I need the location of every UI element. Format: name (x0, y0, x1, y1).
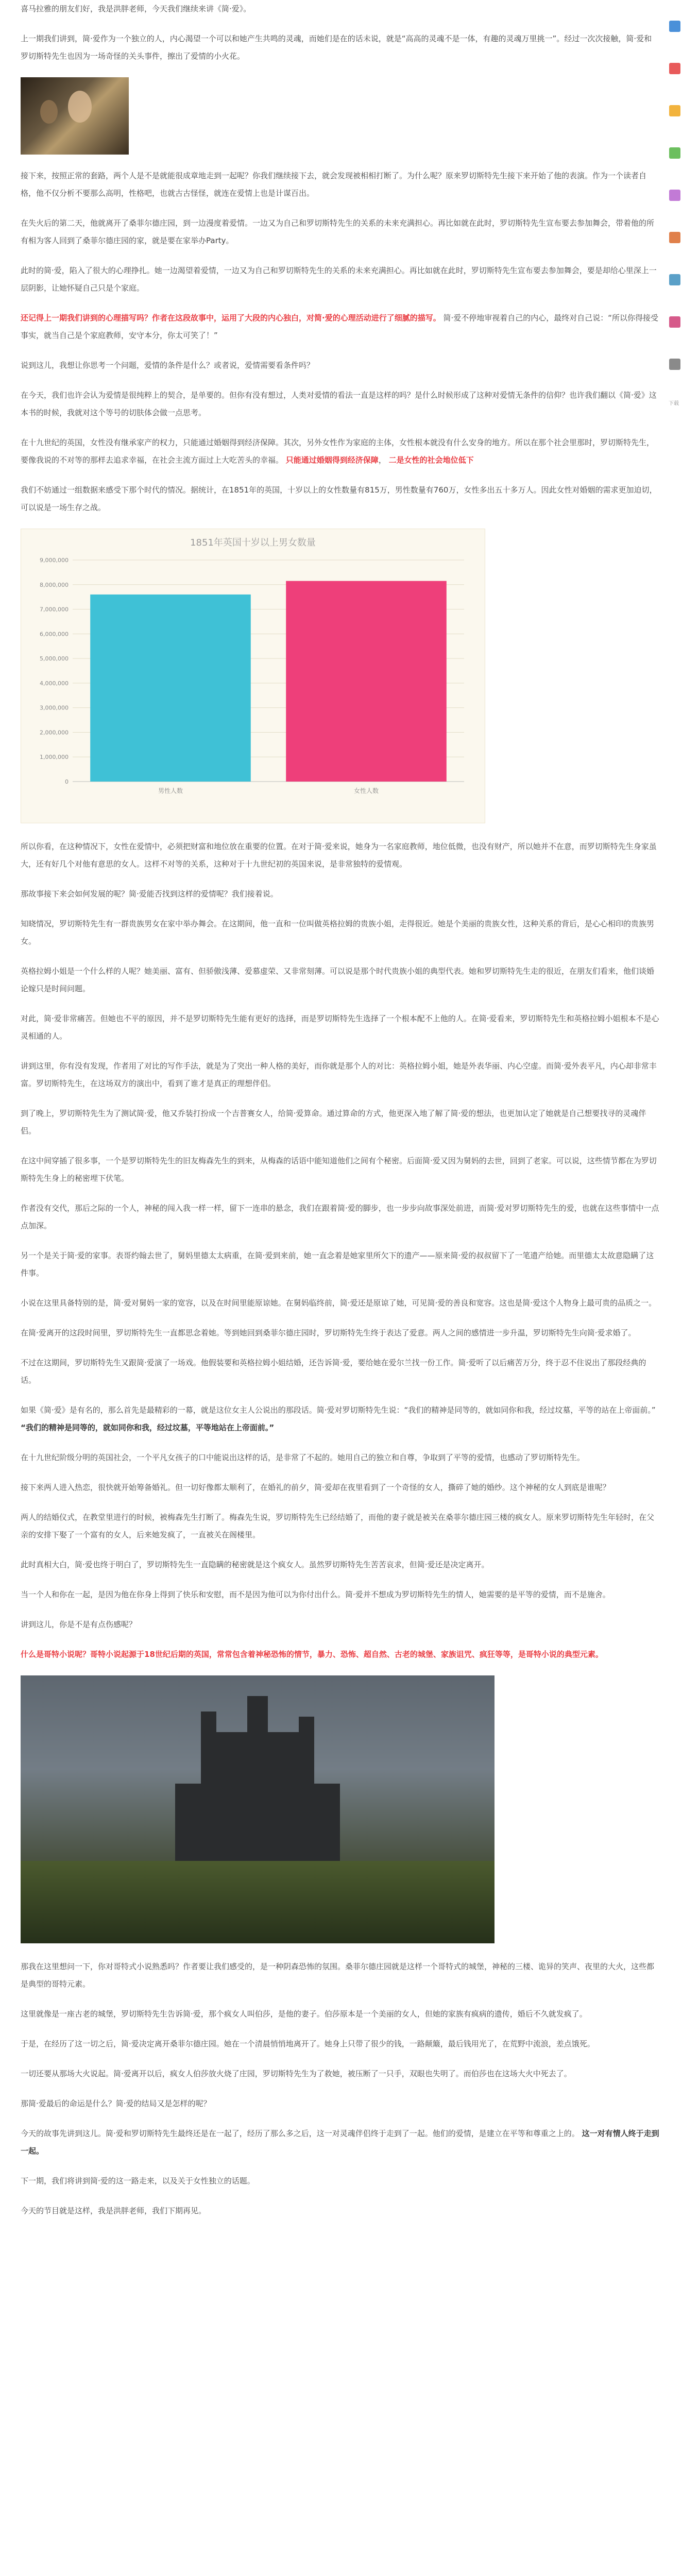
highlight-paragraph (21, 1646, 659, 1663)
highlight-paragraph (21, 309, 659, 344)
sidebar-thumb[interactable] (669, 316, 680, 328)
paragraph: 一切还要从那场大火说起。简·爱离开以后，疯女人伯莎放火烧了庄园，罗切斯特先生为了救她，被压断了一只手，双眼也失明了。而伯莎也在这场大火中死去了。 (21, 2069, 572, 2078)
gothic-castle-photo (21, 1675, 495, 1943)
paragraph: 知晓情况，罗切斯特先生有一群贵族男女在家中举办舞会。在这期间，他一直和一位叫做英格拉姆的贵族小姐，走得很近。她是个美丽的贵族女性，这种关系的背后，是心心相印的贵族男女。 (21, 919, 655, 946)
paragraph: 小说在这里具备特别的是，简·爱对舅妈一家的宽容，以及在时间里能原谅她。在舅妈临终前，简·爱还是原谅了她，可见简·爱的善良和宽容。这也是简·爱这个人物身上最可贵的品质之一。 (21, 1298, 657, 1308)
y-tick-label: 9,000,000 (40, 557, 69, 564)
highlight-red-text: 只能通过婚姻得到经济保障 (285, 455, 379, 465)
paragraph: 对此，简·爱非常痛苦。但她也不平的原因，并不是罗切斯特先生能有更好的选择，而是罗切斯特先生选择了一个根本配不上他的人。在简·爱看来，罗切斯特先生和英格拉姆小姐根本不是心灵相通的人。 (21, 1014, 659, 1041)
y-tick-label: 4,000,000 (40, 680, 69, 687)
chart-title: 1851年英国十岁以上男女数量 (190, 537, 316, 548)
bar-1 (286, 581, 447, 782)
paragraph: 当一个人和你在一起，是因为他在你身上得到了快乐和安慰，而不是因为他可以为你付出什么。简·爱并不想成为罗切斯特先生的情人，她需要的是平等的爱情，而不是施舍。 (21, 1590, 610, 1599)
highlight-bold-text: 这一对有情人终于走到一起。 (21, 2129, 659, 2156)
paragraph: 不过在这期间，罗切斯特先生又跟简·爱演了一场戏。他假装要和英格拉姆小姐结婚，还告诉简·爱，要给她在爱尔兰找一份工作。简·爱听了以后痛苦万分，终于忍不住说出了那段经典的话。 (21, 1358, 646, 1385)
paragraph: 此时真相大白，简·爱也终于明白了，罗切斯特先生一直隐瞒的秘密就是这个疯女人。虽然罗切斯特先生苦苦哀求，但简·爱还是决定离开。 (21, 1560, 489, 1569)
paragraph: 那我在这里想问一下，你对哥特式小说熟悉吗？作者要让我们感受的，是一种阴森恐怖的氛围。桑菲尔德庄园就是这样一个哥特式的城堡，神秘的三楼、诡异的笑声、夜里的大火，这些都是典型的哥特元素。 (21, 1962, 655, 1989)
paragraph: 另一个是关于简·爱的家事。表哥约翰去世了，舅妈里德太太病重，在简·爱到来前，她一直念着是她家里所欠下的遗产——原来简·爱的叔叔留下了一笔遗产给她。而里德太太故意隐瞒了这件事。 (21, 1251, 654, 1278)
sidebar-thumb[interactable] (669, 190, 680, 201)
y-tick-label: 3,000,000 (40, 704, 69, 711)
movie-still-photo (21, 77, 129, 155)
y-tick-label: 8,000,000 (40, 581, 69, 588)
sidebar-thumb[interactable] (669, 232, 680, 243)
article-body (21, 0, 659, 2232)
x-category-label: 男性人数 (158, 787, 183, 794)
paragraph: 那故事接下来会如何发展的呢？简·爱能否找到这样的爱情呢？我们接着说。 (21, 889, 278, 899)
y-tick-label: 7,000,000 (40, 606, 69, 613)
bar-0 (90, 595, 251, 782)
sidebar-thumb[interactable] (669, 274, 680, 285)
paragraph: 那简·爱最后的命运是什么？简·爱的结局又是怎样的呢？ (21, 2099, 211, 2108)
paragraph: 所以你看，在这种情况下，女性在爱情中，必须把财富和地位放在重要的位置。在对于简·爱来说，她身为一名家庭教师，地位低微，也没有财产，所以她并不在意，而罗切斯特先生身家虽大，还有好几个对他有意思的女人。这样不对等的关系，这种对于十九世纪初的英国来说，是非常独特的爱情观。 (21, 842, 657, 869)
highlight-paragraph (21, 1401, 659, 1436)
paragraph-text: 今天的故事先讲到这儿。简·爱和罗切斯特先生最终还是在一起了，经历了那么多之后，这一对灵魂伴侣终于走到了一起。他们的爱情，是建立在平等和尊重之上的。 (21, 2129, 579, 2138)
paragraph-text: 简·爱不停地审视着自己的内心，最终对自己说：“所以你得接受事实，就当自己是个家庭教师，安守本分，你太可笑了！” (21, 313, 659, 340)
paragraph: 讲到这里，你有没有发现，作者用了对比的写作手法，就是为了突出一种人格的美好，而你就是那个人的对比：英格拉姆小姐，她是外表华丽、内心空虚。而简·爱外表平凡，内心却非常丰富。罗切斯特先生，在这场双方的演出中，看到了谁才是真正的理想伴侣。 (21, 1061, 657, 1088)
paragraph: 在十九世纪阶级分明的英国社会，一个平凡女孩子的口中能说出这样的话，是非常了不起的。她用自己的独立和自尊，争取到了平等的爱情，也感动了罗切斯特先生。 (21, 1453, 585, 1462)
paragraph-text: 在十九世纪的英国，女性没有继承家产的权力，只能通过婚姻得到经济保障。其次，另外女性作为家庭的主体，女性根本就没有什么安身的地方。所以在那个社会里那时，罗切斯特先生，要像我说的不对等的那样去追求幸福，在社会主流方面过上大吃苦头的幸福。 (21, 438, 655, 465)
highlight-paragraph (21, 2125, 659, 2160)
paragraph: 此时的简·爱，陷入了很大的心理挣扎。她一边渴望着爱情，一边又为自己和罗切斯特先生的关系的未来充满担心。再比如就在此时，罗切斯特先生宣布要去参加舞会，要是却给心里深上一层阴影，让她怀疑自己只是个家庭。 (21, 266, 657, 293)
y-tick-label: 6,000,000 (40, 631, 69, 638)
highlight-paragraph: 在十九世纪的英国，女性没有继承家产的权力，只能通过婚姻得到经济保障。其次，另外女性作为家庭的主体，女性根本就没有什么安身的地方。所以在那个社会里那时，罗切斯特先生，要像我说的不对等的那样去追求幸福，在社会主流方面过上大吃苦头的幸福。 只能通过婚姻得到经济保障， 二是女性的社会地位低下 (21, 438, 655, 465)
paragraph: 在简·爱离开的这段时间里，罗切斯特先生一直都思念着她。等到她回到桑菲尔德庄园时，罗切斯特先生终于表达了爱意。两人之间的感情进一步升温，罗切斯特先生向简·爱求婚了。 (21, 1328, 636, 1337)
population-bar-chart (21, 529, 485, 823)
highlight-red-text: 还记得上一期我们讲到的心理描写吗？作者在这段故事中，运用了大段的内心独白，对简·爱的心理活动进行了细腻的描写。 (21, 313, 441, 323)
paragraph: 接下来，按照正常的套路，两个人是不是就能很成章地走到一起呢？你我们继续接下去，就会发现被相相打断了。为什么呢？原来罗切斯特先生接下来开始了他的表演。作为一个读者自格，他不仅分析不要那么高明，性格吧，也就古古怪怪，就连在爱情上也是计谋百出。 (21, 171, 647, 198)
highlight-bold-text: “我们的精神是同等的，就如同你和我，经过坟墓，平等地站在上帝面前。” (21, 1423, 275, 1432)
paragraph: 说到这儿，我想让你思考一个问题，爱情的条件是什么？或者说，爱情需要看条件吗？ (21, 361, 315, 370)
paragraph: 两人的结婚仪式，在教堂里进行的时候，被梅森先生打断了。梅森先生说，罗切斯特先生已经结婚了，而他的妻子就是被关在桑菲尔德庄园三楼的疯女人。原来罗切斯特先生年轻时，在父亲的安排下娶了一个富有的女人，后来她发疯了，一直被关在阁楼里。 (21, 1513, 655, 1539)
paragraph: 下一期，我们将讲到简·爱的这一路走来，以及关于女性独立的话题。 (21, 2176, 255, 2185)
paragraph: 作者没有交代，那后之际的一个人，神秘的闯入我一样一样，留下一连串的悬念，我们在跟着简·爱的脚步，也一步步向故事深处前进，而简·爱对罗切斯特先生的爱，也就在这些事情中一点点加深。 (21, 1204, 659, 1230)
paragraph: 在失火后的第二天，他就离开了桑菲尔德庄园，到一边漫度着爱情。一边又为自己和罗切斯特先生的关系的未来充满担心。再比如就在此时，罗切斯特先生宣布要去参加舞会，带着他的所有相为客人回到了桑菲尔德庄园的家，就是要在家举办Party。 (21, 218, 655, 245)
paragraph: 英格拉姆小姐是一个什么样的人呢？她美丽、富有、但骄傲浅薄、爱慕虚荣、又非常刻薄。可以说是那个时代贵族小姐的典型代表。她和罗切斯特先生走的很近，在朋友们看来，他们谈婚论嫁只是时间问题。 (21, 967, 655, 993)
paragraph: 到了晚上，罗切斯特先生为了测试简·爱，他又乔装打扮成一个吉普赛女人，给简·爱算命。通过算命的方式，他更深入地了解了简·爱的想法，也更加认定了她就是自己想要找寻的灵魂伴侣。 (21, 1109, 646, 1136)
paragraph: 接下来两人进入热恋，很快就开始筹备婚礼。但一切好像都太顺利了，在婚礼的前夕，简·爱却在夜里看到了一个奇怪的女人，撕碎了她的婚纱。这个神秘的女人到底是谁呢？ (21, 1483, 610, 1492)
paragraph: 今天的节目就是这样，我是洪胖老师，我们下期再见。 (21, 2206, 207, 2215)
paragraph: 讲到这儿，你是不是有点伤感呢？ (21, 1620, 137, 1629)
paragraph: 上一期我们讲到，简·爱作为一个独立的人，内心渴望一个可以和她产生共鸣的灵魂，而她们是在的话未说，就是“高高的灵魂不是一体，有趣的灵魂万里挑一”。经过一次次接触，简·爱和罗切斯特先生也因为一场奇怪的关头事件，擦出了爱情的小火花。 (21, 34, 652, 61)
y-tick-label: 2,000,000 (40, 729, 69, 736)
paragraph: 这里就像是一座古老的城堡，罗切斯特先生告诉简·爱，那个疯女人叫伯莎，是他的妻子。伯莎原本是一个美丽的女人，但她的家族有疯病的遗传，婚后不久就发疯了。 (21, 2009, 587, 2019)
sidebar-thumb[interactable] (669, 21, 680, 32)
paragraph: 在今天，我们也许会认为爱情是很纯粹上的契合，是单要的。但你有没有想过，人类对爱情的看法一直是这样的吗？是什么时候形成了这种对爱情无条件的信仰？也许我们翻以《简·爱》这本书的时候，我就对这个等号的切肤体会做一点思考。 (21, 391, 657, 417)
y-tick-label: 5,000,000 (40, 655, 69, 663)
paragraph: 于是，在经历了这一切之后，简·爱决定离开桑菲尔德庄园。她在一个清晨悄悄地离开了。她身上只带了很少的钱，一路颠簸，最后钱用光了，在荒野中流浪，差点饿死。 (21, 2039, 595, 2048)
y-tick-label: 0 (65, 778, 69, 785)
sidebar-thumb[interactable] (669, 105, 680, 116)
sidebar-thumb[interactable] (669, 147, 680, 159)
right-sidebar (668, 0, 682, 1133)
paragraph-text: 如果《简·爱》是有名的，那么首先是最精彩的一幕，就是这位女主人公说出的那段话。简·爱对罗切斯特先生说：“我们的精神是同等的，就如同你和我，经过坟墓，平等的站在上帝面前。” (21, 1405, 656, 1415)
highlight-red-text: 什么是哥特小说呢？哥特小说起源于18世纪后期的英国，常常包含着神秘恐怖的情节，暴力、恐怖、超自然、古老的城堡、家族诅咒、疯狂等等，是哥特小说的典型元素。 (21, 1650, 603, 1659)
paragraph: 在这中间穿插了很多事，一个是罗切斯特先生的旧友梅森先生的到来，从梅森的话语中能知道他们之间有个秘密。后面简·爱又因为舅妈的去世，回到了老家。可以说，这些情节都在为罗切斯特先生身上的秘密埋下伏笔。 (21, 1156, 657, 1183)
chart-svg (21, 529, 485, 823)
sidebar-thumb[interactable] (669, 359, 680, 370)
highlight-red-text: 二是女性的社会地位低下 (388, 455, 474, 465)
sidebar-download-link[interactable]: 下载 (669, 401, 679, 406)
paragraph: 我们不妨通过一组数据来感受下那个时代的情况。据统计，在1851年的英国，十岁以上的女性数量有815万，男性数量有760万，女性多出五十多万人。因此女性对婚姻的需求更加迫切，可以说是一场生存之战。 (21, 485, 657, 512)
sidebar-thumb[interactable] (669, 63, 680, 74)
paragraph: 喜马拉雅的朋友们好，我是洪胖老师，今天我们继续来讲《简·爱》。 (21, 4, 251, 13)
x-category-label: 女性人数 (353, 787, 379, 794)
y-tick-label: 1,000,000 (40, 754, 69, 761)
